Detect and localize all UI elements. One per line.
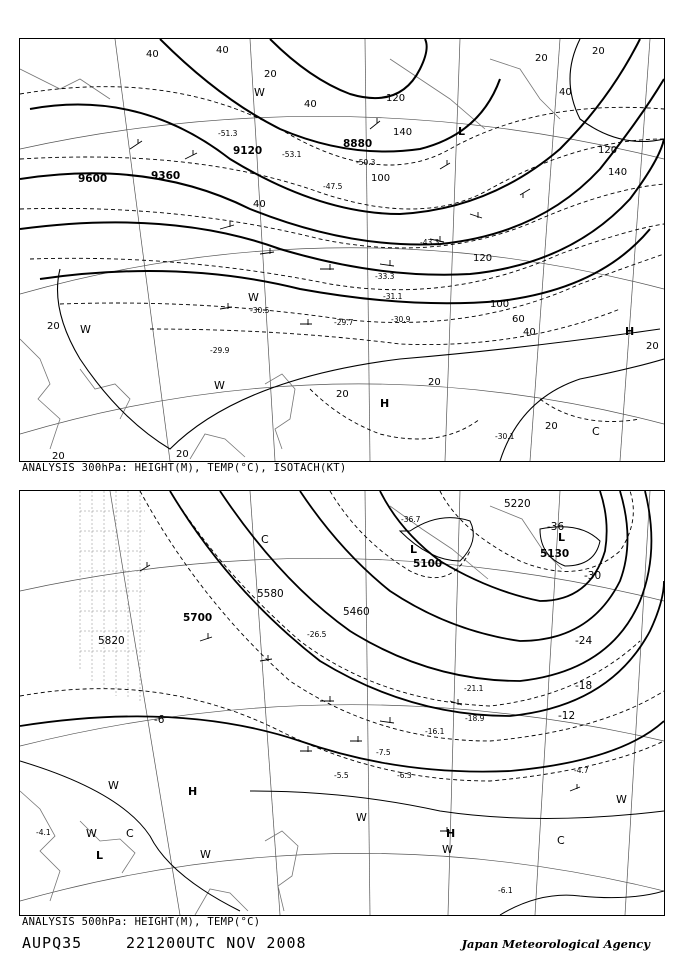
isotach-label: 20 <box>52 451 65 461</box>
isotach-label: 20 <box>176 449 189 460</box>
isotach-label: 20 <box>646 341 659 352</box>
pressure-centers <box>86 531 627 862</box>
isotach-label: 40 <box>304 99 317 110</box>
temp-label: -29.7 <box>334 318 354 327</box>
isotach-label: 40 <box>146 49 159 60</box>
temp-label: -21.1 <box>464 684 484 693</box>
map-300hpa <box>20 39 664 461</box>
height-labels <box>98 498 569 647</box>
warm-center-label: W <box>86 827 97 840</box>
isotach-label: 20 <box>535 53 548 64</box>
map-500hpa <box>20 491 664 915</box>
temp-label: -18.9 <box>465 714 485 723</box>
height-label-8880: 8880 <box>343 138 373 150</box>
temp-label: -31.1 <box>383 292 403 301</box>
agency-credit: Japan Meteorological Agency <box>461 937 650 951</box>
temp-label: -53.1 <box>282 150 302 159</box>
high-center-label: H <box>446 827 456 840</box>
height-label-5100: 5100 <box>413 558 443 570</box>
hatched-area <box>80 491 145 701</box>
height-label-5220: 5220 <box>504 498 531 510</box>
low-center-label: L <box>96 849 104 862</box>
isotach-label: 40 <box>253 199 266 210</box>
isotach-label: 20 <box>47 321 60 332</box>
low-center-label: L <box>558 531 566 544</box>
height-label-5580: 5580 <box>257 588 284 600</box>
height-label-5700: 5700 <box>183 612 213 624</box>
height-contours <box>20 39 664 303</box>
height-label-9600: 9600 <box>78 173 108 185</box>
isotach-label: 40 <box>216 45 229 56</box>
height-label-5820: 5820 <box>98 635 125 647</box>
valid-time: 221200UTC NOV 2008 <box>126 934 307 952</box>
temp-label: -33.3 <box>375 272 395 281</box>
isotach-label: 40 <box>559 87 572 98</box>
temp-label: -4.7 <box>574 766 589 775</box>
cold-center-label: C <box>557 834 565 847</box>
isotherm-labels <box>154 521 601 726</box>
cold-center-label: C <box>126 827 134 840</box>
isotachs <box>58 39 665 461</box>
cold-center-label: C <box>592 425 600 438</box>
isotherm-label: -18 <box>575 680 593 692</box>
warm-center-label: W <box>616 793 627 806</box>
analysis-300hpa-map <box>19 38 665 462</box>
warm-center-label: W <box>356 811 367 824</box>
high-center-label: H <box>380 397 390 410</box>
isotach-label: 100 <box>490 299 510 310</box>
isotach-label: 20 <box>428 377 441 388</box>
temp-label: -47.5 <box>323 182 343 191</box>
isotach-label: 20 <box>336 389 349 400</box>
isotherm-label: -6 <box>154 714 165 726</box>
warm-center-label: W <box>442 843 453 856</box>
temp-label: -36.7 <box>401 515 421 524</box>
warm-center-label: W <box>200 848 211 861</box>
isotach-label: 140 <box>393 127 413 138</box>
low-center-label: L <box>410 543 418 556</box>
temp-label: -7.5 <box>376 748 391 757</box>
isotach-label: 120 <box>473 253 493 264</box>
temp-label: -51.3 <box>218 129 238 138</box>
height-label-9120: 9120 <box>233 145 263 157</box>
temp-label: -43.3 <box>420 238 440 247</box>
isotach-label: 20 <box>592 46 605 57</box>
cold-center-label: C <box>261 533 269 546</box>
height-label-9360: 9360 <box>151 170 181 182</box>
warm-center-label: W <box>80 323 91 336</box>
temp-label: -5.5 <box>334 771 349 780</box>
temp-label: -30.1 <box>495 432 515 441</box>
isotherm-label: -24 <box>575 635 593 647</box>
temp-label: -50.3 <box>356 158 376 167</box>
temp-label: -29.9 <box>210 346 230 355</box>
height-label-5460: 5460 <box>343 606 370 618</box>
warm-center-label: W <box>214 379 225 392</box>
temp-label: -4.1 <box>36 828 51 837</box>
isotherm-label: -36 <box>547 521 565 533</box>
temp-label: -26.5 <box>307 630 327 639</box>
isotach-label: 40 <box>523 327 536 338</box>
temp-label: -6.3 <box>397 771 412 780</box>
temp-label: -30.9 <box>391 315 411 324</box>
temp-label: -6.1 <box>498 886 513 895</box>
isotach-label: 20 <box>545 421 558 432</box>
isotach-label: 100 <box>371 173 391 184</box>
wind-barbs <box>140 562 580 832</box>
panel-caption-500hpa: ANALYSIS 500hPa: HEIGHT(M), TEMP(°C) <box>22 916 261 928</box>
isotach-labels <box>47 45 659 461</box>
high-center-label: H <box>188 785 198 798</box>
isotach-label: 120 <box>386 93 406 104</box>
low-center-label: L <box>458 125 466 138</box>
temp-label: -30.5 <box>250 306 270 315</box>
warm-center-label: W <box>108 779 119 792</box>
warm-center-label: W <box>248 291 259 304</box>
isotach-label: 140 <box>608 167 628 178</box>
isotherm-label: -12 <box>558 710 576 722</box>
isotach-label: 60 <box>512 314 525 325</box>
chart-id: AUPQ35 <box>22 934 83 952</box>
warm-center-label: W <box>254 86 265 99</box>
temp-label: -16.1 <box>425 727 445 736</box>
panel-caption-300hpa: ANALYSIS 300hPa: HEIGHT(M), TEMP(°C), ISOTACH(KT) <box>22 462 347 474</box>
isotach-label: 20 <box>264 69 277 80</box>
isotherm-label: -30 <box>584 570 602 582</box>
high-center-label: H <box>625 325 635 338</box>
analysis-500hpa-map <box>19 490 665 916</box>
height-label-5130: 5130 <box>540 548 570 560</box>
isotach-label: 120 <box>598 145 618 156</box>
